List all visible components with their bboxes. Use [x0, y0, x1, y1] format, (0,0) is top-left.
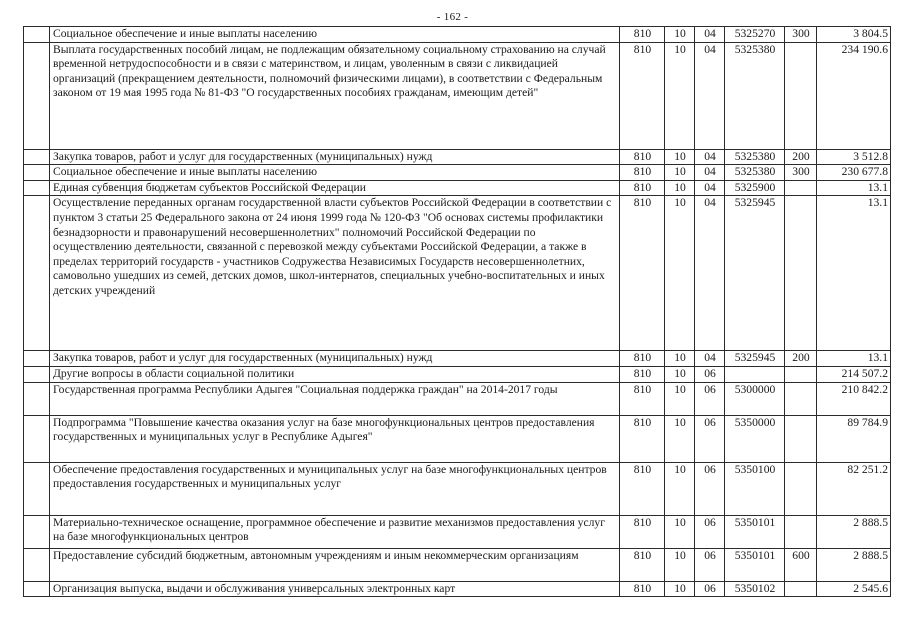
- row-csr: 5325270: [725, 27, 785, 43]
- row-pr: 04: [695, 196, 725, 351]
- row-ved: 810: [620, 42, 665, 149]
- table-row: [24, 366, 891, 382]
- budget-table-body: [24, 27, 891, 597]
- row-name: Материально-техническое оснащение, программное обеспечение и развитие механизмов предоставления услуг на базе многофункциональных центров: [50, 515, 620, 548]
- row-vr: [785, 462, 817, 515]
- row-ved: 810: [620, 351, 665, 367]
- row-vr: [785, 515, 817, 548]
- table-row: [24, 165, 891, 181]
- row-name: Закупка товаров, работ и услуг для государственных (муниципальных) нужд: [50, 149, 620, 165]
- row-rz: 10: [665, 415, 695, 462]
- row-name: Предоставление субсидий бюджетным, автономным учреждениям и иным некоммерческим организациям: [50, 548, 620, 581]
- row-pr: 04: [695, 27, 725, 43]
- table-row: [24, 180, 891, 196]
- row-ved: 810: [620, 581, 665, 597]
- row-rz: 10: [665, 366, 695, 382]
- row-sum: 234 190.6: [817, 42, 891, 149]
- row-rz: 10: [665, 548, 695, 581]
- row-pr: 06: [695, 462, 725, 515]
- row-rz: 10: [665, 351, 695, 367]
- table-row: [24, 581, 891, 597]
- row-rz: 10: [665, 149, 695, 165]
- row-pr: 04: [695, 180, 725, 196]
- row-name: Организация выпуска, выдачи и обслуживания универсальных электронных карт: [50, 581, 620, 597]
- row-sum: 89 784.9: [817, 415, 891, 462]
- row-vr: 300: [785, 27, 817, 43]
- row-pr: 06: [695, 548, 725, 581]
- row-name: Закупка товаров, работ и услуг для государственных (муниципальных) нужд: [50, 351, 620, 367]
- row-pr: 06: [695, 415, 725, 462]
- row-csr: 5325380: [725, 149, 785, 165]
- table-row: [24, 149, 891, 165]
- row-rz: 10: [665, 581, 695, 597]
- row-pr: 04: [695, 351, 725, 367]
- row-sum: 3 512.8: [817, 149, 891, 165]
- row-vr: 600: [785, 548, 817, 581]
- row-rz: 10: [665, 515, 695, 548]
- row-csr: 5325945: [725, 196, 785, 351]
- row-ved: 810: [620, 149, 665, 165]
- row-vr: 200: [785, 149, 817, 165]
- row-vr: 200: [785, 351, 817, 367]
- row-vr: [785, 180, 817, 196]
- row-csr: 5325380: [725, 42, 785, 149]
- page-number: - 162 -: [436, 11, 469, 23]
- row-pr: 04: [695, 165, 725, 181]
- row-sum: 2 888.5: [817, 548, 891, 581]
- row-pr: 06: [695, 366, 725, 382]
- row-csr: 5350101: [725, 548, 785, 581]
- row-rz: 10: [665, 382, 695, 415]
- row-csr: 5350101: [725, 515, 785, 548]
- row-rz: 10: [665, 42, 695, 149]
- row-ved: 810: [620, 515, 665, 548]
- table-row: [24, 462, 891, 515]
- row-rz: 10: [665, 165, 695, 181]
- row-sum: 2 888.5: [817, 515, 891, 548]
- row-sum: 214 507.2: [817, 366, 891, 382]
- row-pr: 06: [695, 581, 725, 597]
- row-vr: 300: [785, 165, 817, 181]
- row-csr: 5325900: [725, 180, 785, 196]
- row-vr: [785, 382, 817, 415]
- row-sum: 82 251.2: [817, 462, 891, 515]
- row-rz: 10: [665, 27, 695, 43]
- table-row: [24, 415, 891, 462]
- row-csr: 5350000: [725, 415, 785, 462]
- row-pr: 06: [695, 515, 725, 548]
- table-row: [24, 196, 891, 351]
- table-row: [24, 548, 891, 581]
- row-rz: 10: [665, 196, 695, 351]
- row-ved: 810: [620, 366, 665, 382]
- row-ved: 810: [620, 196, 665, 351]
- row-ved: 810: [620, 415, 665, 462]
- row-csr: 5300000: [725, 382, 785, 415]
- row-ved: 810: [620, 27, 665, 43]
- row-vr: [785, 581, 817, 597]
- row-name: Единая субвенция бюджетам субъектов Российской Федерации: [50, 180, 620, 196]
- row-csr: 5325380: [725, 165, 785, 181]
- row-sum: 3 804.5: [817, 27, 891, 43]
- row-rz: 10: [665, 462, 695, 515]
- table-row: [24, 42, 891, 149]
- row-name: Подпрограмма "Повышение качества оказания услуг на базе многофункциональных центров предоставления государственных и муниципальных услуг в Республике Адыгея": [50, 415, 620, 462]
- row-vr: [785, 366, 817, 382]
- row-ved: 810: [620, 382, 665, 415]
- row-vr: [785, 196, 817, 351]
- row-pr: 04: [695, 42, 725, 149]
- row-name: Другие вопросы в области социальной политики: [50, 366, 620, 382]
- row-sum: 13.1: [817, 196, 891, 351]
- budget-table: [23, 26, 891, 597]
- row-csr: 5350100: [725, 462, 785, 515]
- row-vr: [785, 415, 817, 462]
- row-vr: [785, 42, 817, 149]
- row-name: Социальное обеспечение и иные выплаты населению: [50, 165, 620, 181]
- row-name: Осуществление переданных органам государственной власти субъектов Российской Федерации в соответствии с пунктом 3 статьи 25 Федерального закона от 24 июня 1999 года № 120-ФЗ "Об основах системы профилактики безнадзорности и правонарушений несовершеннолетних" полномочий Российской Федерации по осуществлению деятельности, связанной с перевозкой между субъектами Российской Федерации, а также в пределах территорий государств - участников Содружества Независимых Государств несовершеннолетних, самовольно ушедших из семей, детских домов, школ-интернатов, специальных учебно-воспитательных и иных детских учреждений: [50, 196, 620, 351]
- row-sum: 230 677.8: [817, 165, 891, 181]
- row-sum: 2 545.6: [817, 581, 891, 597]
- row-pr: 04: [695, 149, 725, 165]
- row-sum: 13.1: [817, 351, 891, 367]
- table-row: [24, 382, 891, 415]
- row-name: Государственная программа Республики Адыгея "Социальная поддержка граждан" на 2014-2017 годы: [50, 382, 620, 415]
- table-row: [24, 351, 891, 367]
- table-row: [24, 515, 891, 548]
- row-ved: 810: [620, 548, 665, 581]
- row-ved: 810: [620, 462, 665, 515]
- row-ved: 810: [620, 180, 665, 196]
- row-name: Социальное обеспечение и иные выплаты населению: [50, 27, 620, 43]
- row-pr: 06: [695, 382, 725, 415]
- row-name: Обеспечение предоставления государственных и муниципальных услуг на базе многофункциональных центров предоставления государственных и муниципальных услуг: [50, 462, 620, 515]
- row-csr: 5325945: [725, 351, 785, 367]
- row-sum: 13.1: [817, 180, 891, 196]
- row-ved: 810: [620, 165, 665, 181]
- row-name: Выплата государственных пособий лицам, не подлежащим обязательному социальному страхованию на случай временной нетрудоспособности и в связи с материнством, и лицам, уволенным в связи с ликвидацией организаций (прекращением деятельности, полномочий физическими лицами), в соответствии с Федеральным законом от 19 мая 1995 года № 81-ФЗ "О государственных пособиях гражданам, имеющим детей": [50, 42, 620, 149]
- row-csr: 5350102: [725, 581, 785, 597]
- table-row: [24, 27, 891, 43]
- row-csr: [725, 366, 785, 382]
- row-rz: 10: [665, 180, 695, 196]
- row-sum: 210 842.2: [817, 382, 891, 415]
